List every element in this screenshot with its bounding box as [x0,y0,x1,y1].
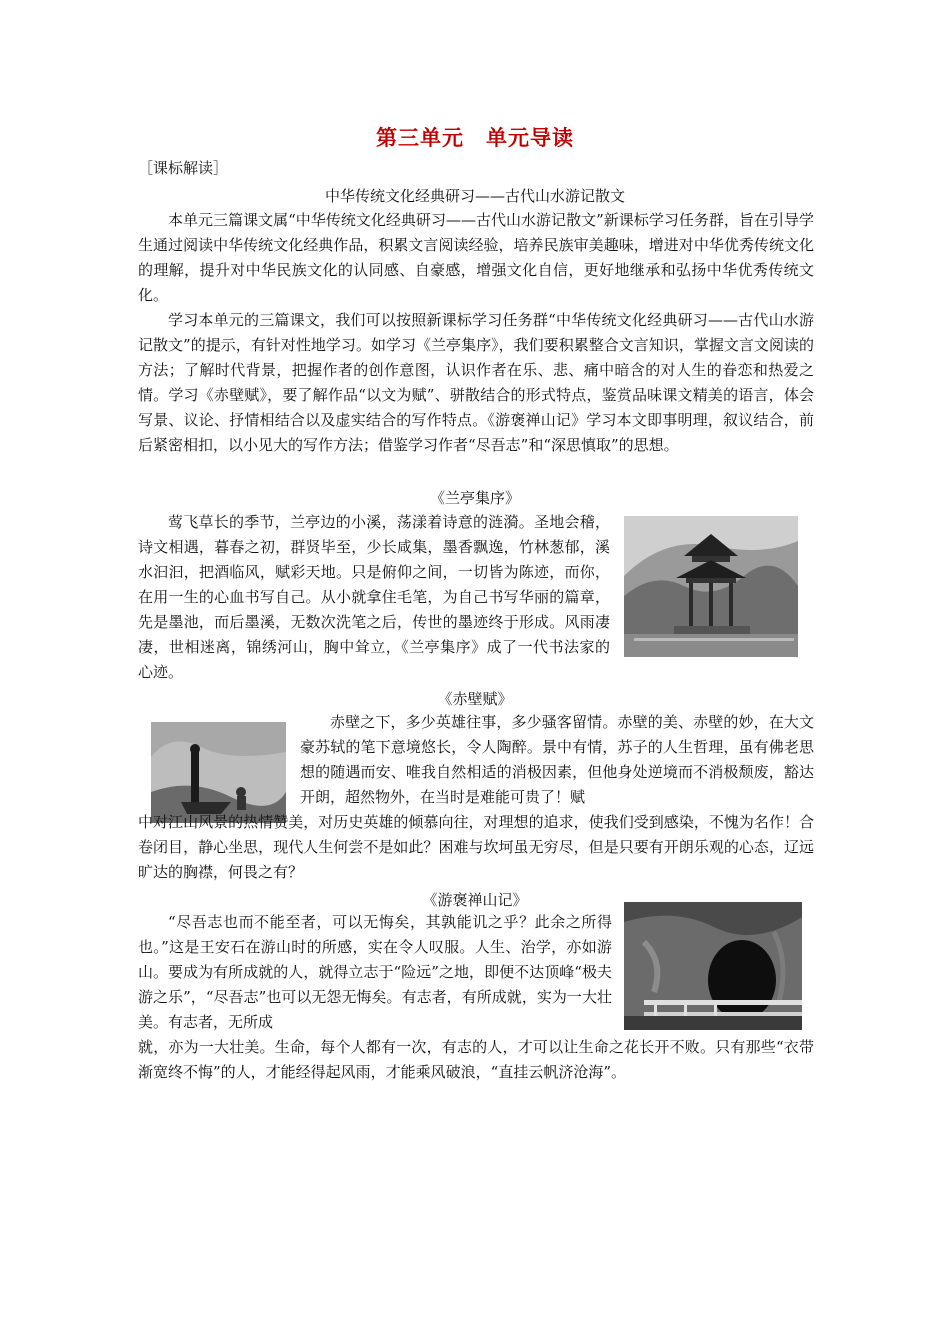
section-text-baochan-top: “尽吾志也而不能至者，可以无悔矣，其孰能讥之乎？此余之所得也。”这是王安石在游山时的所感，实在令人叹服。人生、治学，亦如游山。要成为有所成就的人，就得立志于“险远”之地，即便不达顶峰“极夫游之乐”，“尽吾志”也可以无怨无悔矣。有志者，有所成就，实为一大壮美。有志者，无所成 [138,913,612,1031]
section-heading-lanting: 《兰亭集序》 [429,489,520,507]
cave-photo [624,902,802,1030]
section-text-chibi-bottom: 中对江山风景的热情赞美，对历史英雄的倾慕向往，对理想的追求，使我们受到感染，不愧为名作！合卷闭目，静心坐思，现代人生何尝不是如此？困难与坎坷虽无穷尽，但是只要有开朗乐观的心态，辽远旷达的胸襟，何畏之有？ [138,813,814,881]
intro-paragraph-2: 学习本单元的三篇课文，我们可以按照新课标学习任务群“中华传统文化经典研习——古代山水游记散文”的提示，有针对性地学习。如学习《兰亭集序》，我们要积累整合文言知识，掌握文言文阅读的方法；了解时代背景，把握作者的创作意图，认识作者在乐、悲、痛中暗含的对人生的眷恋和热爱之情。学习《赤壁赋》，要了解作品“以文为赋”、骈散结合的形式特点，鉴赏品味课文精美的语言，体会写景、议论、抒情相结合以及虚实结合的写作特点。《游褒禅山记》学习本文即事明理，叙议结合，前后紧密相扣，以小见大的写作方法；借鉴学习作者“尽吾志”和“深思慎取”的思想。 [138,311,814,454]
intro-paragraph-1: 本单元三篇课文属“中华传统文化经典研习——古代山水游记散文”新课标学习任务群，旨在引导学生通过阅读中华传统文化经典作品，积累文言阅读经验，培养民族审美趣味，增进对中华优秀传统文化的理解，提升对中华民族文化的认同感、自豪感，增强文化自信，更好地继承和弘扬中华优秀传统文化。 [138,211,814,304]
section-heading-chibi: 《赤壁赋》 [437,690,513,708]
section-text-baochan-bottom: 就，亦为一大壮美。生命，每个人都有一次，有志的人，才可以让生命之花长开不败。只有那些“衣带渐宽终不悔”的人，才能经得起风雨，才能乘风破浪，“直挂云帆济沧海”。 [138,1038,814,1081]
page-title: 第三单元 单元导读 [376,126,574,150]
chibi-painting [151,722,286,823]
subtitle: 中华传统文化经典研习——古代山水游记散文 [324,187,625,205]
section-heading-baochan: 《游褒禅山记》 [422,891,528,909]
section-text-chibi-top: 赤壁之下，多少英雄往事，多少骚客留情。赤壁的美、赤壁的妙，在大文豪苏轼的笔下意境悠长，令人陶醉。景中有情，苏子的人生哲理，虽有佛老思想的随遇而安、唯我自然相适的消极因素，但他身处逆境而不消极颓废，豁达开朗，超然物外，在当时是难能可贵了！赋 [300,713,814,806]
section-text-lanting: 莺飞草长的季节，兰亭边的小溪，荡漾着诗意的涟漪。圣地会稽，诗文相遇，暮春之初，群贤毕至，少长咸集，墨香飘逸，竹林葱郁，溪水汩汩，把酒临风，赋彩天地。只是俯仰之间，一切皆为陈迹，而你，在用一生的心血书写自己。从小就拿住毛笔，为自己书写华丽的篇章，先是墨池，而后墨溪，无数次洗笔之后，传世的墨迹终于形成。风雨凄凄，世相迷离，锦绣河山，胸中耸立，《兰亭集序》成了一代书法家的心迹。 [138,513,610,681]
section-tag: ［课标解读］ [138,159,229,177]
pavilion-photo [624,516,798,657]
